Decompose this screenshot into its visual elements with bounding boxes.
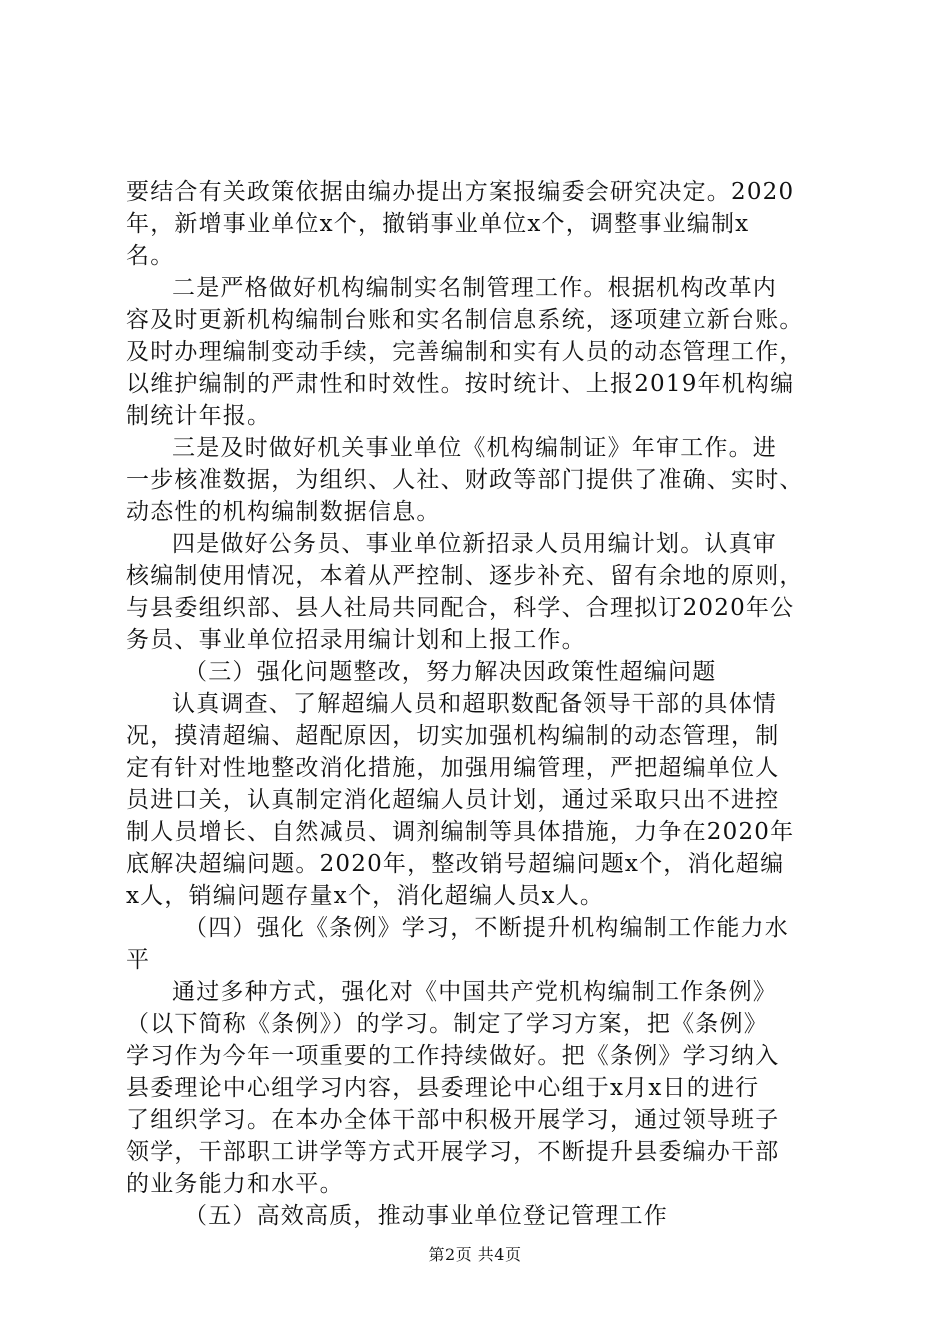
text-line: 三是及时做好机关事业单位《机构编制证》年审工作。进 — [172, 435, 777, 461]
text-line: 及时办理编制变动手续，完善编制和实有人员的动态管理工作， — [126, 339, 804, 365]
text-line: 要结合有关政策依据由编办提出方案报编委会研究决定。2020 — [126, 179, 795, 205]
text-line: 况，摸清超编、超配原因，切实加强机构编制的动态管理，制 — [126, 723, 780, 749]
text-line: 领学，干部职工讲学等方式开展学习，不断提升县委编办干部 — [126, 1139, 780, 1165]
text-line: 的业务能力和水平。 — [126, 1171, 344, 1197]
section-heading: （四）强化《条例》学习，不断提升机构编制工作能力水 — [184, 915, 789, 941]
text-line: 核编制使用情况，本着从严控制、逐步补充、留有余地的原则， — [126, 563, 804, 589]
text-line: 二是严格做好机构编制实名制管理工作。根据机构改革内 — [172, 275, 777, 301]
text-line: 通过多种方式，强化对《中国共产党机构编制工作条例》 — [172, 979, 777, 1005]
text-line: 员进口关，认真制定消化超编人员计划，通过采取只出不进控 — [126, 787, 780, 813]
text-line: 年，新增事业单位x个，撤销事业单位x个，调整事业编制x — [126, 211, 750, 237]
page-footer: 第2页 共4页 — [428, 1245, 522, 1264]
section-heading: （三）强化问题整改，努力解决因政策性超编问题 — [184, 659, 717, 685]
text-line: 四是做好公务员、事业单位新招录人员用编计划。认真审 — [172, 531, 777, 557]
text-line: 容及时更新机构编制台账和实名制信息系统，逐项建立新台账。 — [126, 307, 804, 333]
text-line: x人，销编问题存量x个，消化超编人员x人。 — [126, 883, 605, 909]
body-text — [126, 176, 838, 1232]
text-line: 学习作为今年一项重要的工作持续做好。把《条例》学习纳入 — [126, 1043, 780, 1069]
text-line: 平 — [126, 947, 151, 973]
text-line: 制统计年报。 — [126, 403, 272, 429]
text-line: 务员、事业单位招录用编计划和上报工作。 — [126, 627, 586, 653]
text-line: 一步核准数据，为组织、人社、财政等部门提供了准确、实时、 — [126, 467, 804, 493]
text-line: 了组织学习。在本办全体干部中积极开展学习，通过领导班子 — [126, 1107, 780, 1133]
text-line: 认真调查、了解超编人员和超职数配备领导干部的具体情 — [172, 691, 777, 717]
text-line: 定有针对性地整改消化措施，加强用编管理，严把超编单位人 — [126, 755, 780, 781]
text-line: 与县委组织部、县人社局共同配合，科学、合理拟订2020年公 — [126, 595, 795, 621]
text-line: 动态性的机构编制数据信息。 — [126, 499, 441, 525]
text-line: 县委理论中心组学习内容，县委理论中心组于x月x日的进行 — [126, 1075, 760, 1101]
text-line: （以下简称《条例》）的学习。制定了学习方案，把《条例》 — [126, 1011, 768, 1037]
section-heading: （五）高效高质，推动事业单位登记管理工作 — [184, 1203, 668, 1229]
text-line: 底解决超编问题。2020年，整改销号超编问题x个，消化超编 — [126, 851, 785, 877]
text-line: 制人员增长、自然减员、调剂编制等具体措施，力争在2020年 — [126, 819, 795, 845]
text-line: 以维护编制的严肃性和时效性。按时统计、上报2019年机构编 — [126, 371, 795, 397]
text-line: 名。 — [126, 243, 175, 269]
